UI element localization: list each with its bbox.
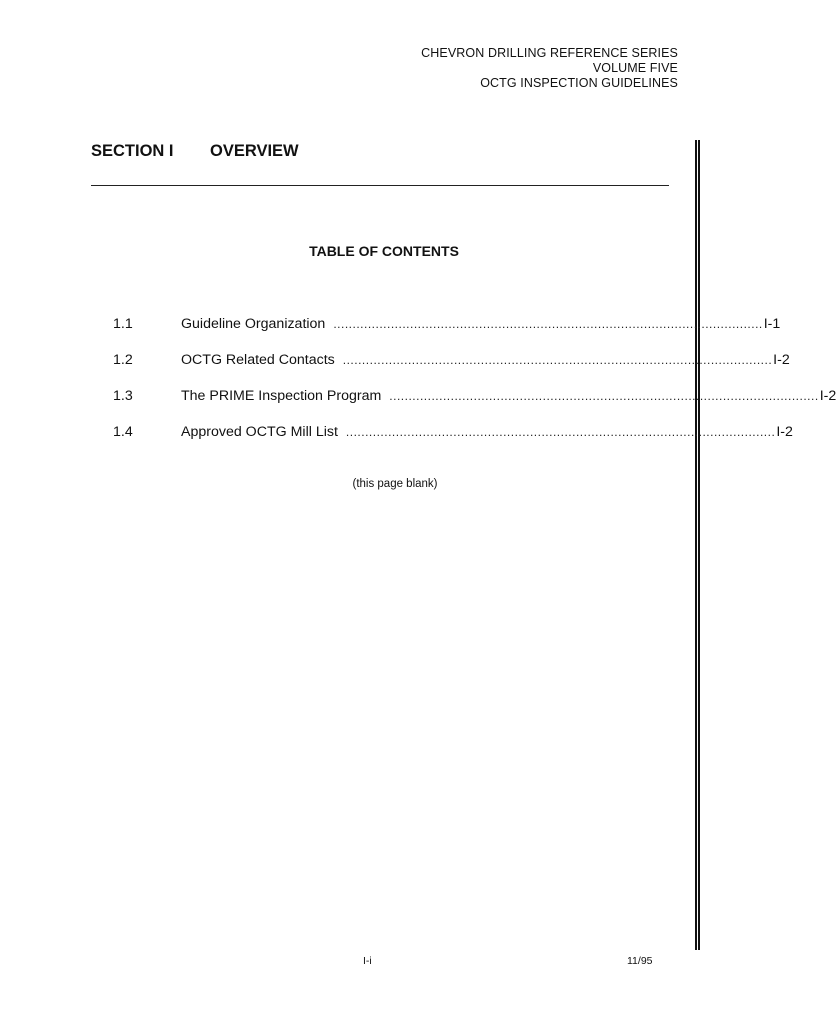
toc-leader-dots: ................................................................................................................ (345, 425, 776, 439)
section-divider (91, 185, 669, 186)
toc-heading: TABLE OF CONTENTS (309, 243, 459, 259)
toc-entry-page: I-2 (773, 352, 790, 368)
toc-entry-title: The PRIME Inspection Program (181, 388, 382, 404)
toc-entry[interactable] (113, 316, 781, 352)
running-header (421, 46, 678, 91)
toc-leader-dots: ................................................................................................................ (333, 317, 763, 331)
series-title: CHEVRON DRILLING REFERENCE SERIES (421, 46, 678, 60)
toc-leader-dots: ................................................................................................................ (389, 389, 819, 403)
toc-entry[interactable] (113, 424, 793, 460)
section-title: OVERVIEW (210, 142, 299, 160)
toc-entry-title: OCTG Related Contacts (181, 352, 335, 368)
toc-list (113, 316, 836, 460)
toc-entry-number: 1.2 (113, 352, 133, 368)
blank-page-note: (this page blank) (352, 478, 438, 490)
toc-entry-title: Approved OCTG Mill List (181, 424, 338, 440)
toc-entry[interactable] (113, 352, 790, 388)
section-number: SECTION I (91, 142, 174, 160)
toc-entry-page: I-2 (819, 388, 836, 404)
footer-date: 11/95 (627, 955, 653, 967)
document-title: OCTG INSPECTION GUIDELINES (480, 76, 678, 90)
toc-entry[interactable] (113, 388, 836, 424)
toc-entry-number: 1.3 (113, 388, 133, 404)
toc-entry-title: Guideline Organization (181, 316, 326, 332)
volume-label: VOLUME FIVE (592, 61, 678, 75)
toc-entry-number: 1.1 (113, 316, 133, 332)
section-heading (91, 142, 299, 161)
toc-entry-page: I-1 (763, 316, 781, 332)
revision-bar (695, 140, 700, 950)
toc-leader-dots: ................................................................................................................ (342, 353, 773, 367)
footer-page-number: I-i (363, 955, 372, 967)
toc-entry-number: 1.4 (113, 424, 133, 440)
toc-entry-page: I-2 (776, 424, 793, 440)
